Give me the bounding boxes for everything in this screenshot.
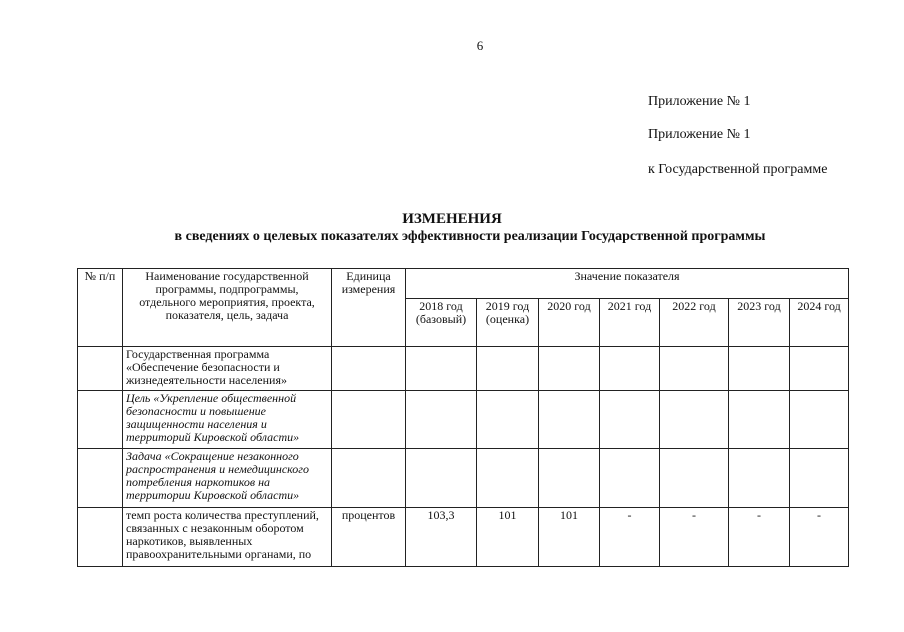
row-value-2020: 101 xyxy=(539,508,600,567)
row-value-2023 xyxy=(729,449,790,508)
row-value-2022 xyxy=(660,391,729,449)
row-unit: процентов xyxy=(332,508,406,567)
row-name: Цель «Укрепление общественной безопасности и повышение защищенности населения и территорий Кировской области» xyxy=(123,391,332,449)
row-value-2023 xyxy=(729,347,790,391)
page-number: 6 xyxy=(476,38,484,53)
row-value-2020 xyxy=(539,449,600,508)
row-value-2020 xyxy=(539,391,600,449)
row-value-2020 xyxy=(539,347,600,391)
header-year-2021: 2021 год xyxy=(600,299,660,347)
row-value-2018 xyxy=(406,449,477,508)
row-unit xyxy=(332,449,406,508)
row-value-2018 xyxy=(406,347,477,391)
header-year-2019: 2019 год (оценка) xyxy=(477,299,539,347)
header-unit: Единица измерения xyxy=(332,269,406,347)
header-year-2022: 2022 год xyxy=(660,299,729,347)
row-value-2023 xyxy=(729,391,790,449)
row-value-2019 xyxy=(477,391,539,449)
row-value-2018: 103,3 xyxy=(406,508,477,567)
row-value-2021 xyxy=(600,449,660,508)
row-value-2021 xyxy=(600,391,660,449)
row-unit xyxy=(332,391,406,449)
row-value-2024 xyxy=(790,347,849,391)
row-value-2024 xyxy=(790,449,849,508)
row-value-2023: - xyxy=(729,508,790,567)
document-title: ИЗМЕНЕНИЯ xyxy=(402,211,502,227)
indicators-table xyxy=(77,268,849,567)
appendix-line-1: Приложение № 1 xyxy=(648,94,751,109)
row-value-2019 xyxy=(477,449,539,508)
row-value-2018 xyxy=(406,391,477,449)
header-year-2020: 2020 год xyxy=(539,299,600,347)
row-num xyxy=(78,391,123,449)
row-num xyxy=(78,449,123,508)
header-year-2018: 2018 год (базовый) xyxy=(406,299,477,347)
row-value-2021: - xyxy=(600,508,660,567)
row-value-2021 xyxy=(600,347,660,391)
header-value-group: Значение показателя xyxy=(406,269,849,299)
row-name: темп роста количества преступлений, связанных с незаконным оборотом наркотиков, выявленных правоохранительными органами, по xyxy=(123,508,332,567)
document-subtitle: в сведениях о целевых показателях эффективности реализации Государственной программы xyxy=(174,229,766,244)
row-num xyxy=(78,508,123,567)
table-row xyxy=(78,347,849,391)
row-name: Государственная программа «Обеспечение безопасности и жизнедеятельности населения» xyxy=(123,347,332,391)
header-year-2023: 2023 год xyxy=(729,299,790,347)
row-name: Задача «Сокращение незаконного распространения и немедицинского потребления наркотиков на территории Кировской области» xyxy=(123,449,332,508)
appendix-line-3: к Государственной программе xyxy=(648,162,828,177)
row-num xyxy=(78,347,123,391)
row-value-2022: - xyxy=(660,508,729,567)
appendix-line-2: Приложение № 1 xyxy=(648,127,751,142)
row-value-2024: - xyxy=(790,508,849,567)
row-unit xyxy=(332,347,406,391)
row-value-2022 xyxy=(660,347,729,391)
row-value-2019 xyxy=(477,347,539,391)
header-year-2024: 2024 год xyxy=(790,299,849,347)
header-name: Наименование государственной программы, подпрограммы, отдельного мероприятия, проекта, показателя, цель, задача xyxy=(123,269,332,347)
row-value-2019: 101 xyxy=(477,508,539,567)
table-row xyxy=(78,508,849,567)
header-num: № п/п xyxy=(78,269,123,347)
table-row xyxy=(78,449,849,508)
row-value-2024 xyxy=(790,391,849,449)
table-row xyxy=(78,391,849,449)
row-value-2022 xyxy=(660,449,729,508)
